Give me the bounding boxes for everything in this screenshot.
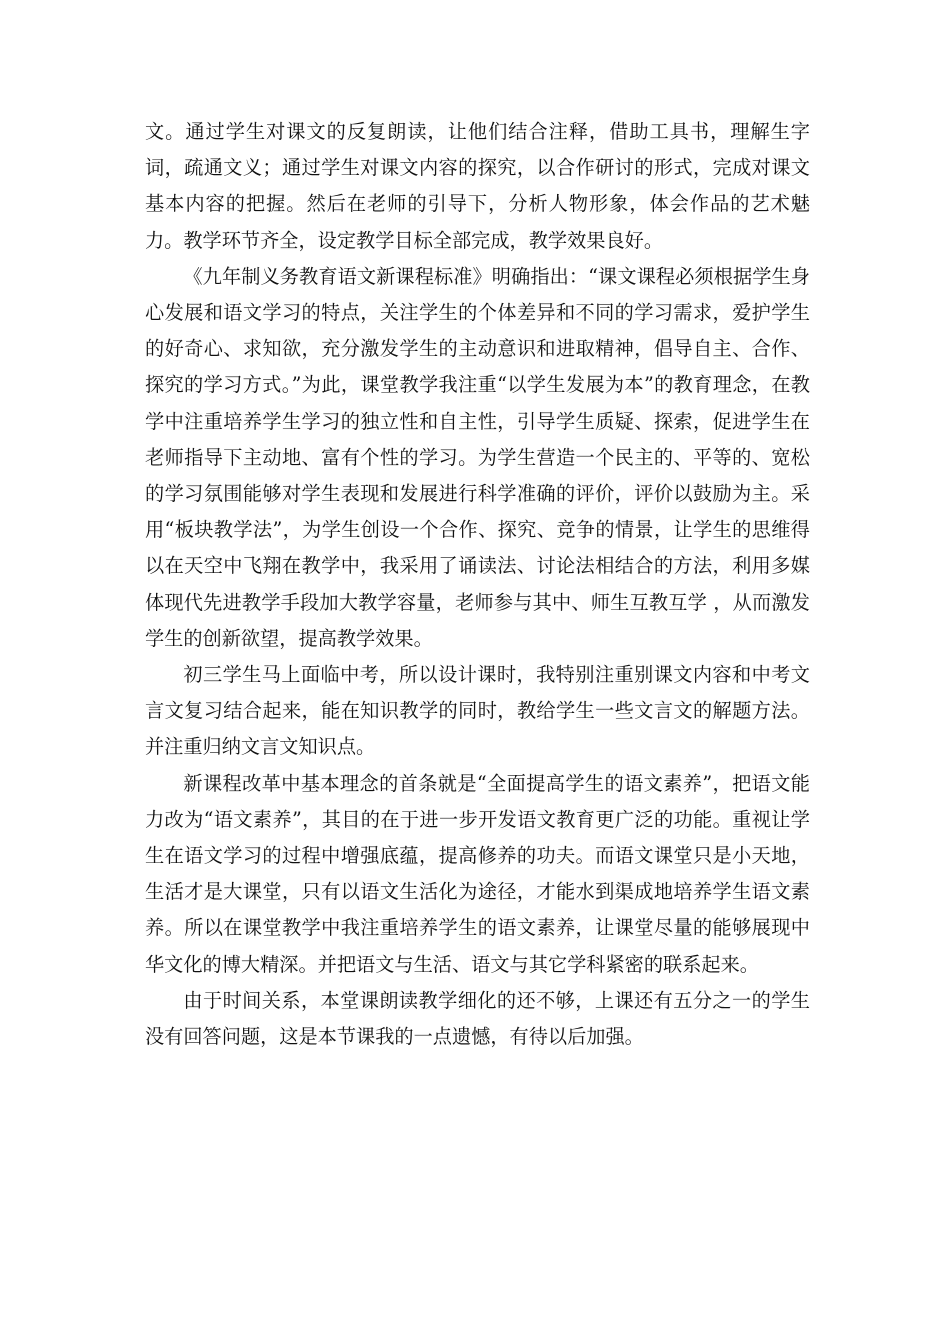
paragraph-reflection: 由于时间关系，本堂课朗读教学细化的还不够，上课还有五分之一的学生没有回答问题，这是本节课我的一点遗憾，有待以后加强。 xyxy=(145,988,810,1049)
document-body xyxy=(145,114,810,1055)
paragraph-literacy: 新课程改革中基本理念的首条就是“全面提高学生的语文素养”，把语文能力改为“语文素养”，其目的在于进一步开发语文教育更广泛的功能。重视让学生在语文学习的过程中增强底蕴，提高修养的功夫。而语文课堂只是小天地，生活才是大课堂，只有以语文生活化为途径，才能水到渠成地培养学生语文素养。所以在课堂教学中我注重培养学生的语文素养，让课堂尽量的能够展现中华文化的博大精深。并把语文与生活、语文与其它学科紧密的联系起来。 xyxy=(145,771,810,976)
paragraph-continuation: 文。通过学生对课文的反复朗读，让他们结合注释，借助工具书，理解生字词，疏通文义；通过学生对课文内容的探究，以合作研讨的形式，完成对课文基本内容的把握。然后在老师的引导下，分析人物形象，体会作品的艺术魅力。教学环节齐全，设定教学目标全部完成，教学效果良好。 xyxy=(145,120,810,252)
paragraph-curriculum-standard: 《九年制义务教育语文新课程标准》明确指出：“课文课程必须根据学生身心发展和语文学习的特点，关注学生的个体差异和不同的学习需求，爱护学生的好奇心、求知欲，充分激发学生的主动意识和进取精神，倡导自主、合作、探究的学习方式。”为此，课堂教学我注重“以学生发展为本”的教育理念，在教学中注重培养学生学习的独立性和自主性，引导学生质疑、探索，促进学生在老师指导下主动地、富有个性的学习。为学生营造一个民主的、平等的、宽松的学习氛围能够对学生表现和发展进行科学准确的评价，评价以鼓励为主。采用“板块教学法”，为学生创设一个合作、探究、竞争的情景，让学生的思维得以在天空中飞翔在教学中，我采用了诵读法、讨论法相结合的方法，利用多媒体现代先进教学手段加大教学容量，老师参与其中、师生互教互学 ，从而激发学生的创新欲望，提高教学效果。 xyxy=(145,264,810,650)
paragraph-exam-review: 初三学生马上面临中考，所以设计课时，我特别注重别课文内容和中考文言文复习结合起来，能在知识教学的同时，教给学生一些文言文的解题方法。并注重归纳文言文知识点。 xyxy=(145,663,810,759)
